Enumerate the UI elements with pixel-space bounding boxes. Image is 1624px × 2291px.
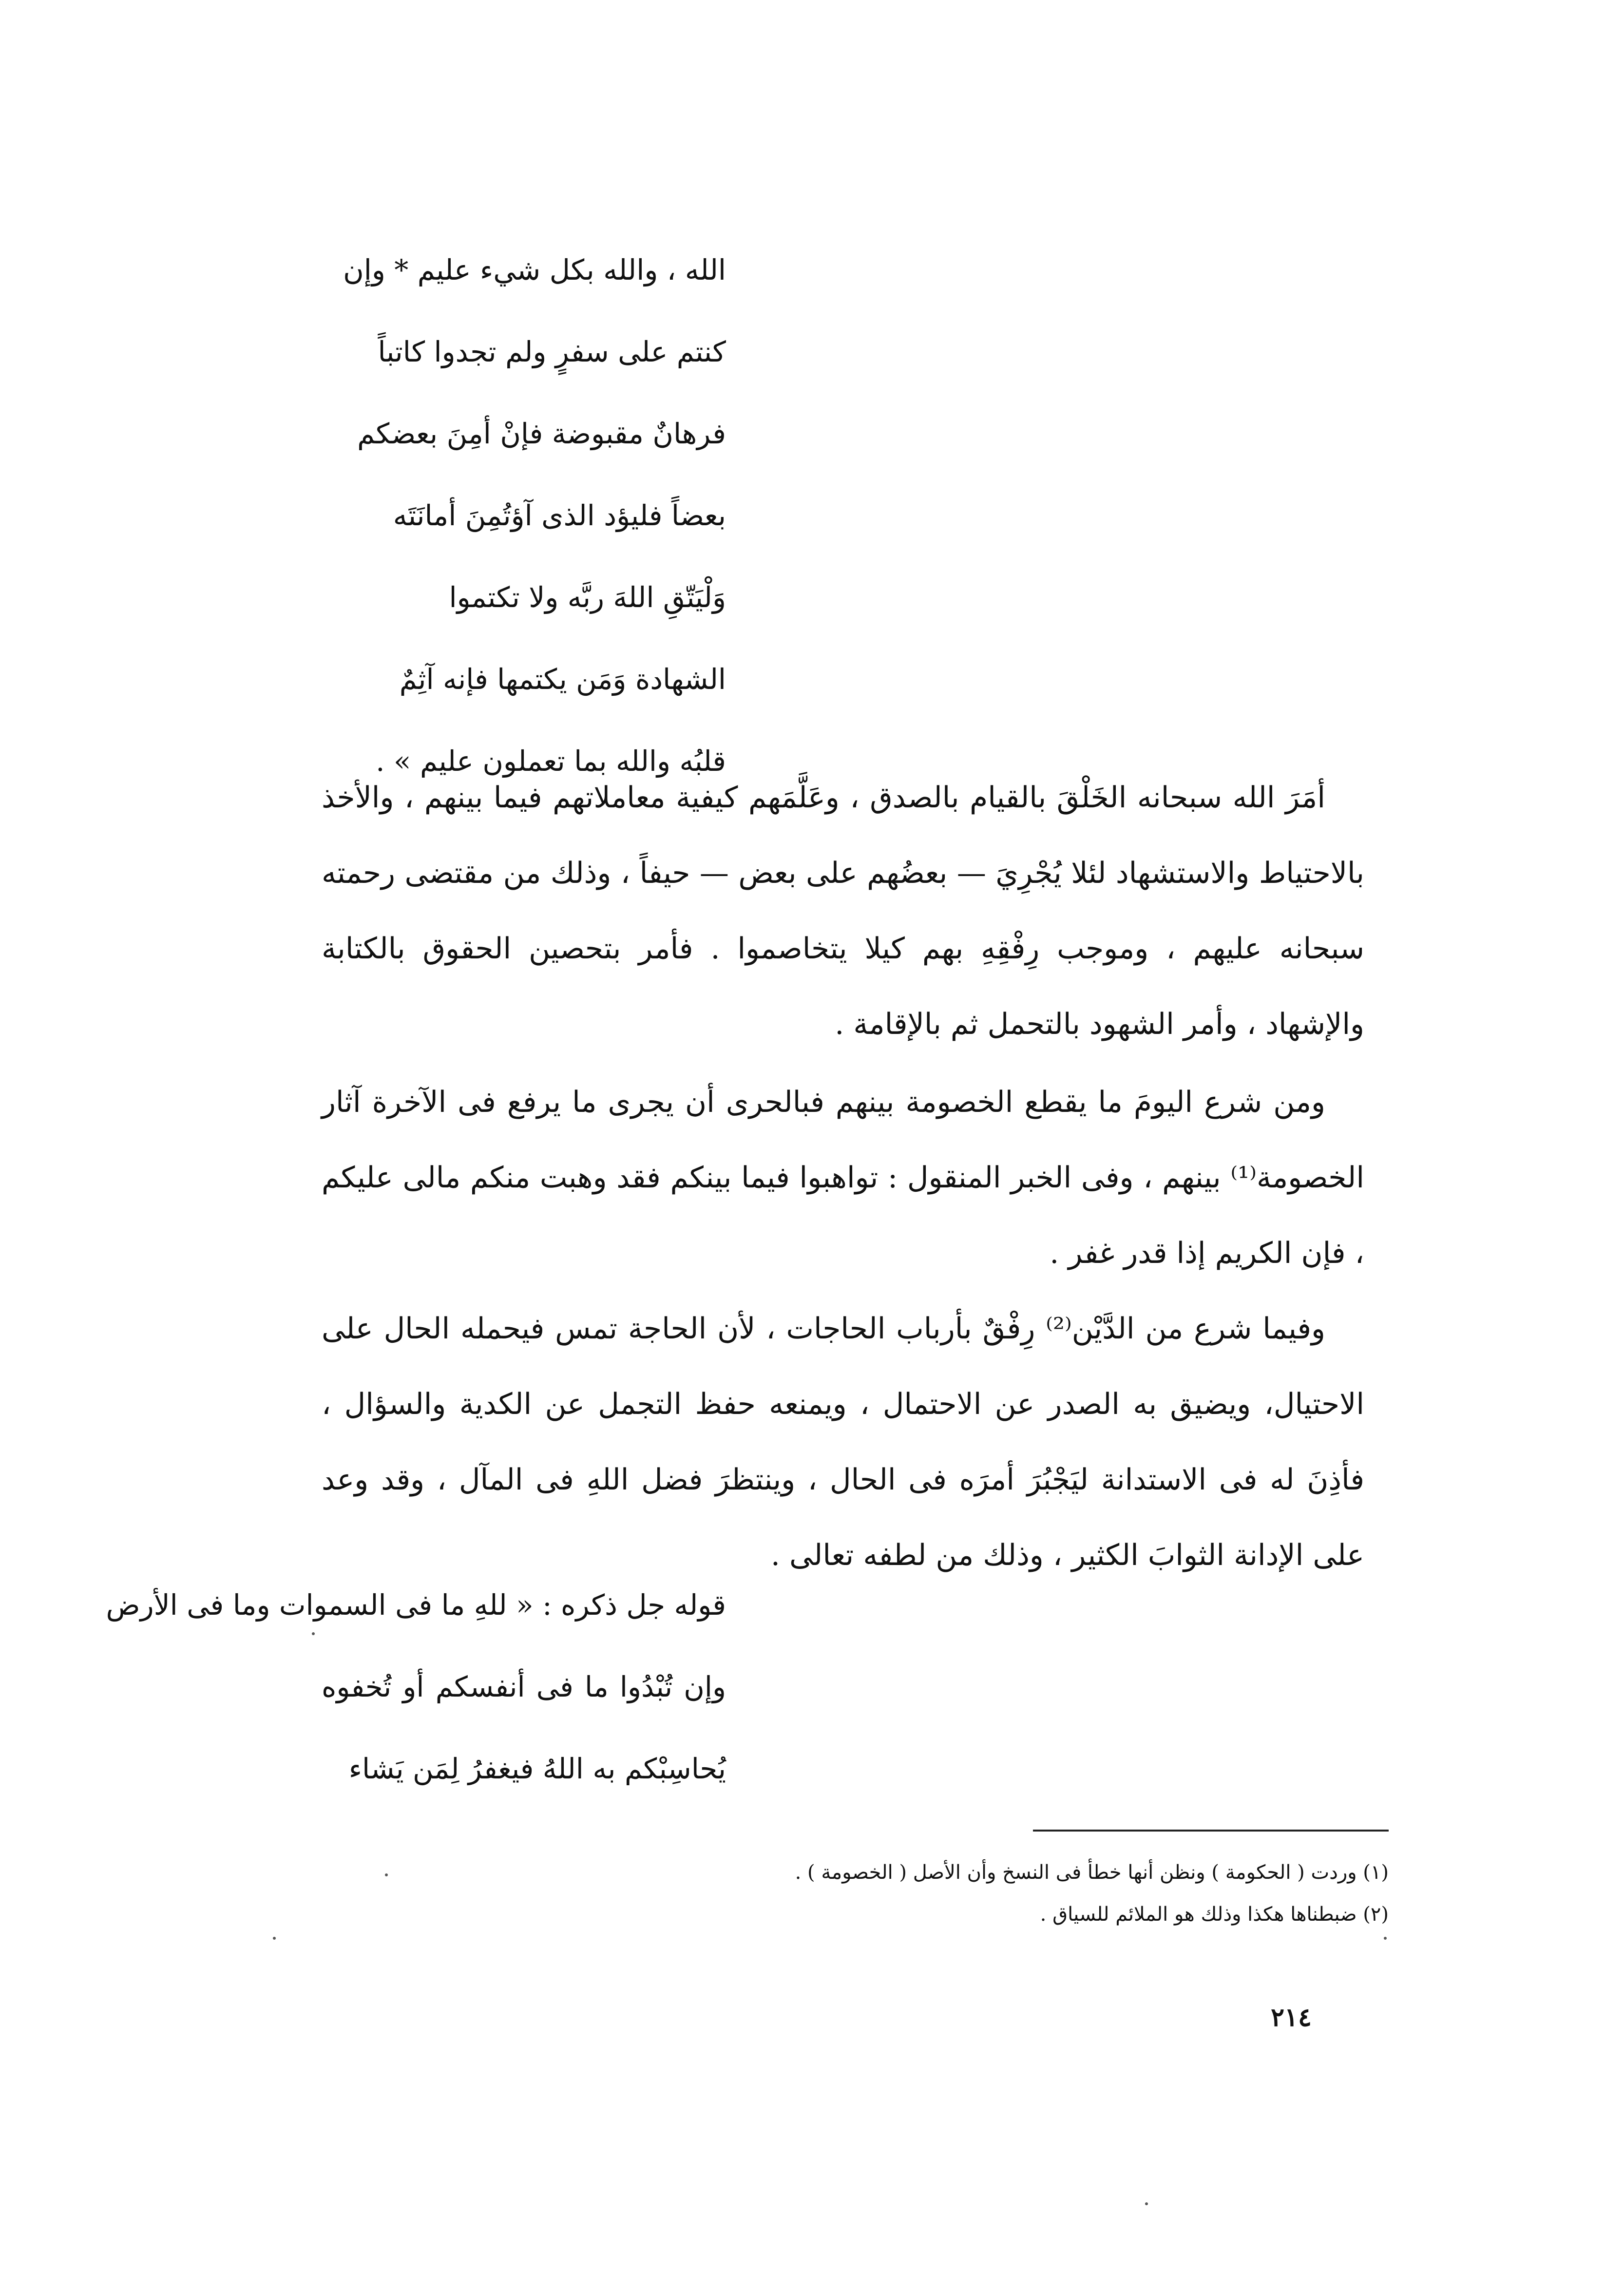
commentary-paragraph bbox=[322, 1065, 1364, 1291]
verse-line: وإن تُبْدُوا ما فى أنفسكم أو تُخفوه bbox=[322, 1670, 726, 1703]
commentary-paragraph bbox=[322, 760, 1364, 1062]
commentary-paragraph bbox=[322, 1291, 1364, 1593]
verse-line: كنتم على سفرٍ ولم تجدوا كاتباً bbox=[378, 335, 726, 368]
paragraph-text: ومن شرع اليومَ ما يقطع الخصومة بينهم فبالحرى أن يجرى ما يرفع فى الآخرة آثار الخصومة⁽¹⁾ بينهم ، وفى الخبر المنقول : تواهبوا فيما بينكم فقد وهبت منكم مالى عليكم ، فإن الكريم إذا قدر غفر . bbox=[322, 1085, 1364, 1270]
footnote: (٢) ضبطناها هكذا وذلك هو الملائم للسياق . bbox=[1040, 1903, 1389, 1926]
paragraph-text: أمَرَ الله سبحانه الخَلْقَ بالقيام بالصدق ، وعَلَّمَهم كيفية معاملاتهم فيما بينهم ، والأخذ بالاحتياط والاستشهاد لئلا يُجْرِيَ — بعضُهم على بعض — حيفاً ، وذلك من مقتضى رحمته سبحانه عليهم ، وموجب رِفْقِهِ بهم كيلا يتخاصموا . فأمر بتحصين الحقوق بالكتابة والإشهاد ، وأمر الشهود بالتحمل ثم بالإقامة . bbox=[322, 781, 1364, 1041]
page-number: ٢١٤ bbox=[1271, 2003, 1312, 2032]
verse-line: قوله جل ذكره : « للهِ ما فى السموات وما فى الأرض bbox=[106, 1588, 726, 1622]
verse-line: قلبُه والله بما تعملون عليم » . bbox=[376, 745, 726, 778]
scan-speck bbox=[385, 1873, 388, 1876]
verse-line: الله ، والله بكل شيء عليم * وإن bbox=[343, 253, 726, 286]
verse-line: الشهادة وَمَن يكتمها فإنه آثِمٌ bbox=[399, 663, 726, 696]
scan-speck bbox=[1384, 1937, 1387, 1940]
footnotes bbox=[526, 1852, 1389, 1935]
scan-speck bbox=[273, 1937, 276, 1940]
paragraph-text: وفيما شرع من الدَّيْن⁽²⁾ رِفْقٌ بأرباب الحاجات ، لأن الحاجة تمس فيحمله الحال على الاحتيال، ويضيق به الصدر عن الاحتمال ، ويمنعه حفظ التجمل عن الكدية والسؤال ، فأذِنَ له فى الاستدانة ليَجْبُرَ أمرَه فى الحال ، وينتظرَ فضل اللهِ فى المآل ، وقد وعد على الإدانة الثوابَ الكثير ، وذلك من لطفه تعالى . bbox=[322, 1312, 1364, 1572]
quran-verse-block-top bbox=[343, 229, 726, 802]
verse-line: بعضاً فليؤد الذى آؤتُمِنَ أمانَتَه bbox=[393, 499, 726, 532]
quran-verse-block-bottom bbox=[106, 1564, 726, 1810]
verse-line: يُحاسِبْكم به اللهُ فيغفرُ لِمَن يَشاء bbox=[348, 1752, 726, 1785]
footnote-divider bbox=[1033, 1830, 1389, 1832]
footnote: (١) وردت ( الحكومة ) ونظن أنها خطأ فى النسخ وأن الأصل ( الخصومة ) . bbox=[795, 1861, 1389, 1884]
scan-speck bbox=[1145, 2202, 1148, 2205]
verse-line: فرهانٌ مقبوضة فإنْ أمِنَ بعضكم bbox=[357, 417, 726, 450]
verse-line: وَلْيَتّقِ اللهَ ربَّه ولا تكتموا bbox=[449, 581, 726, 614]
scan-speck bbox=[312, 1632, 315, 1635]
